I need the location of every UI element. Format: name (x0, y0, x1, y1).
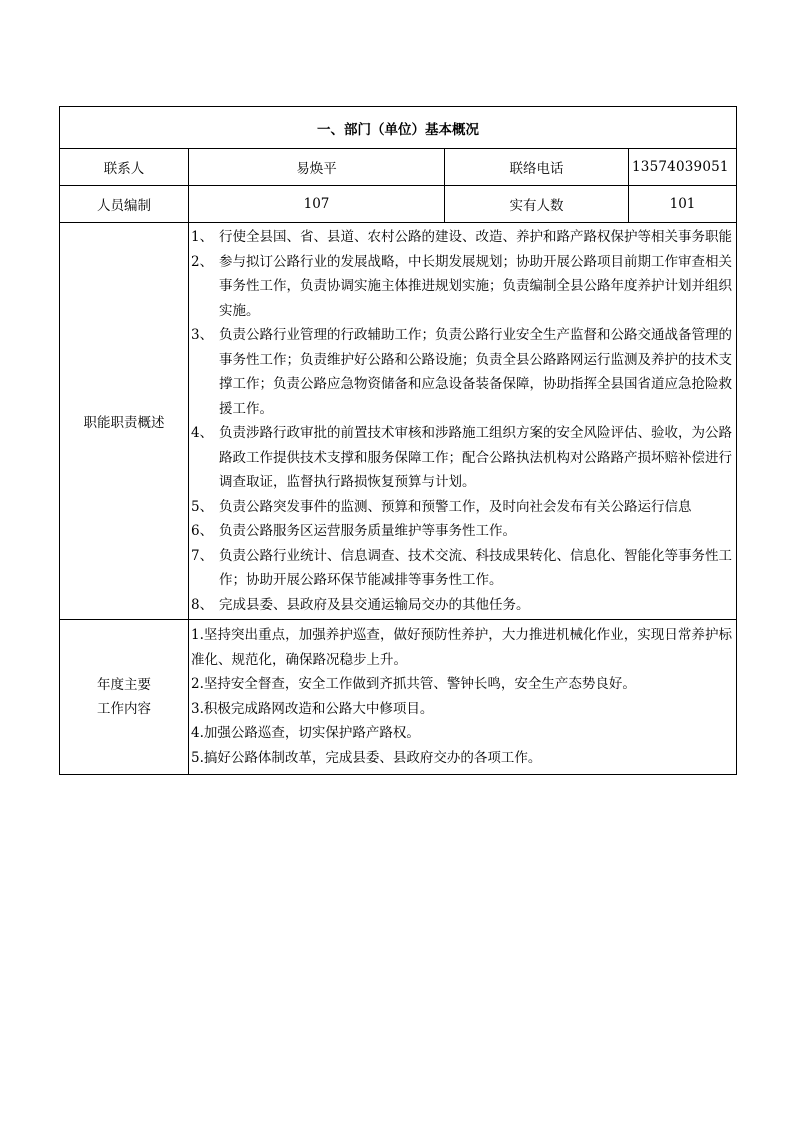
staff-value: 107 (189, 186, 445, 223)
duty-item (191, 519, 732, 544)
staff-row (60, 186, 737, 223)
duty-item (191, 421, 732, 495)
duty-item (191, 544, 732, 593)
duty-text: 行使全县国、省、县道、农村公路的建设、改造、养护和路产路权保护等相关事务职能 (219, 229, 732, 245)
duty-number: 7、 (191, 547, 214, 564)
duty-item (191, 593, 732, 618)
contact-label: 联系人 (60, 149, 189, 186)
contact-value: 易焕平 (189, 149, 445, 186)
duty-number: 2、 (191, 253, 214, 270)
duty-text: 负责公路行业统计、信息调查、技术交流、科技成果转化、信息化、智能化等事务性工作；协助开展公路环保节能减排等事务性工作。 (219, 547, 732, 588)
duty-text: 完成县委、县政府及县交通运输局交办的其他任务。 (219, 596, 530, 613)
phone-label: 联络电话 (445, 149, 629, 186)
duty-text: 负责公路突发事件的监测、预算和预警工作，及时向社会发布有关公路运行信息 (219, 498, 692, 515)
duty-text: 负责公路行业管理的行政辅助工作；负责公路行业安全生产监督和公路交通战备管理的事务性工作；负责维护好公路和公路设施；负责全县公路路网运行监测及养护的技术支撑工作；负责公路应急物资储备和应急设备装备保障，协助指挥全县国省道应急抢险救援工作。 (219, 327, 732, 417)
tasks-row (60, 620, 737, 775)
tasks-content (189, 620, 737, 775)
tasks-label (60, 620, 189, 775)
duty-number: 5、 (191, 498, 214, 515)
contact-row (60, 149, 737, 186)
duties-content (189, 223, 737, 620)
duty-number: 1、 (191, 229, 214, 245)
basic-info-table (59, 106, 737, 775)
task-item: 3.积极完成路网改造和公路大中修项目。 (191, 700, 434, 717)
duty-text: 参与拟订公路行业的发展战略，中长期发展规划；协助开展公路项目前期工作审查相关事务性工作，负责协调实施主体推进规划实施；负责编制全县公路年度养护计划并组织实施。 (219, 253, 732, 319)
section-title: 一、部门（单位）基本概况 (60, 107, 737, 149)
duty-item (191, 495, 732, 520)
task-item: 5.搞好公路体制改革，完成县委、县政府交办的各项工作。 (191, 749, 542, 766)
duty-text: 负责公路服务区运营服务质量维护等事务性工作。 (219, 523, 516, 539)
tasks-label-line1: 年度主要 (97, 677, 151, 693)
duty-item (191, 225, 732, 250)
actual-staff-label: 实有人数 (445, 186, 629, 223)
duty-number: 8、 (191, 596, 214, 613)
duties-row (60, 223, 737, 620)
duty-item (191, 323, 732, 421)
actual-staff-value: 101 (629, 186, 737, 223)
duty-text: 负责涉路行政审批的前置技术审核和涉路施工组织方案的安全风险评估、验收，为公路路政工作提供技术支撑和服务保障工作；配合公路执法机构对公路路产损坏赔补偿进行调查取证，监督执行路损恢复预算与计划。 (219, 425, 732, 490)
duty-number: 3、 (191, 327, 214, 343)
task-item: 2.坚持安全督查，安全工作做到齐抓共管、警钟长鸣，安全生产态势良好。 (191, 676, 636, 692)
task-item: 1.坚持突出重点，加强养护巡查，做好预防性养护，大力推进机械化作业，实现日常养护标准化、规范化，确保路况稳步上升。 (191, 627, 732, 668)
duties-label: 职能职责概述 (60, 223, 189, 620)
duty-number: 6、 (191, 523, 214, 539)
staff-label: 人员编制 (60, 186, 189, 223)
phone-value: 13574039051 (629, 149, 737, 186)
tasks-label-line2: 工作内容 (97, 701, 151, 717)
task-item: 4.加强公路巡查，切实保护路产路权。 (191, 725, 420, 741)
duty-item (191, 250, 732, 324)
duty-number: 4、 (191, 425, 214, 441)
